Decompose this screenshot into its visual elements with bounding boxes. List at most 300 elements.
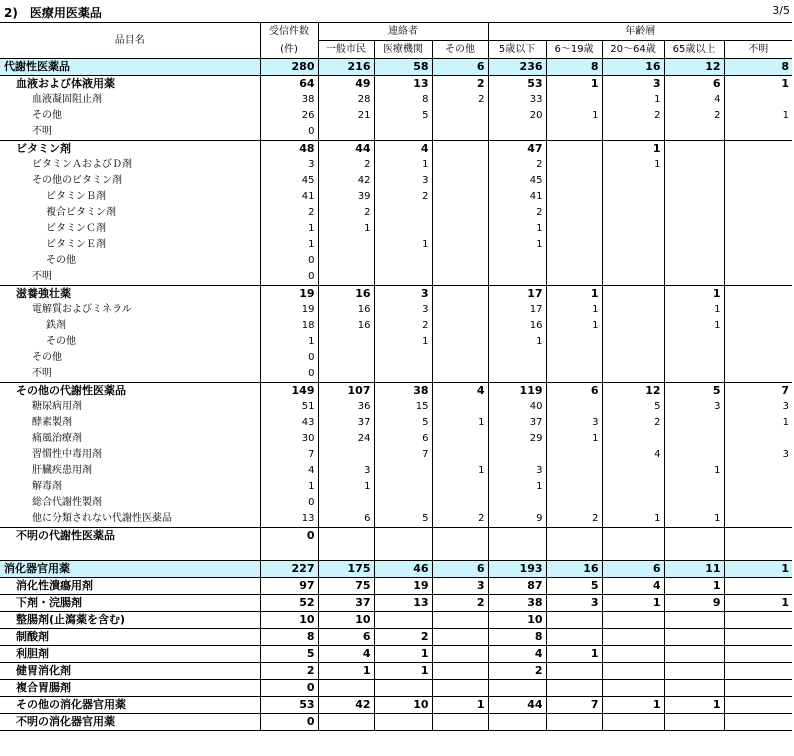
item-name-cell: 複合胃腸剤 bbox=[0, 680, 260, 697]
value-cell bbox=[724, 141, 792, 158]
value-cell bbox=[724, 189, 792, 205]
value-cell: 9 bbox=[488, 511, 546, 528]
value-cell: 4 bbox=[318, 646, 374, 663]
value-cell: 43 bbox=[260, 415, 318, 431]
table-row bbox=[0, 124, 792, 141]
value-cell: 15 bbox=[374, 399, 432, 415]
table-row bbox=[0, 205, 792, 221]
value-cell: 13 bbox=[260, 511, 318, 528]
value-cell: 8 bbox=[546, 59, 602, 76]
value-cell bbox=[664, 528, 724, 545]
value-cell: 3 bbox=[432, 578, 488, 595]
table-row bbox=[0, 629, 792, 646]
value-cell bbox=[724, 511, 792, 528]
value-cell: 1 bbox=[724, 108, 792, 124]
table-row bbox=[0, 59, 792, 76]
item-name-cell: 利胆剤 bbox=[0, 646, 260, 663]
value-cell bbox=[602, 495, 664, 511]
item-name-cell: 血液および体液用薬 bbox=[0, 76, 260, 93]
value-cell bbox=[724, 479, 792, 495]
value-cell bbox=[546, 124, 602, 141]
value-cell bbox=[374, 253, 432, 269]
value-cell bbox=[724, 286, 792, 303]
value-cell bbox=[724, 431, 792, 447]
value-cell bbox=[432, 431, 488, 447]
value-cell bbox=[318, 447, 374, 463]
value-cell: 49 bbox=[318, 76, 374, 93]
sub-header-medical: 医療機関 bbox=[374, 41, 432, 59]
value-cell: 1 bbox=[546, 286, 602, 303]
value-cell: 1 bbox=[432, 463, 488, 479]
value-cell bbox=[318, 714, 374, 731]
value-cell bbox=[318, 680, 374, 697]
value-cell bbox=[374, 479, 432, 495]
value-cell: 1 bbox=[546, 431, 602, 447]
item-name-cell: 不明 bbox=[32, 271, 52, 282]
table-row bbox=[0, 269, 792, 286]
value-cell bbox=[374, 528, 432, 545]
item-name-cell: ビタミン剤 bbox=[0, 141, 260, 158]
value-cell bbox=[432, 334, 488, 350]
value-cell: 3 bbox=[260, 157, 318, 173]
value-cell bbox=[432, 269, 488, 286]
value-cell: 28 bbox=[318, 92, 374, 108]
value-cell: 1 bbox=[664, 697, 724, 714]
table-row bbox=[0, 76, 792, 93]
value-cell bbox=[664, 629, 724, 646]
value-cell: 8 bbox=[260, 629, 318, 646]
value-cell: 2 bbox=[432, 511, 488, 528]
page-title: 2) 医療用医薬品 bbox=[4, 6, 102, 20]
table-row bbox=[0, 511, 792, 528]
value-cell: 1 bbox=[374, 646, 432, 663]
value-cell: 1 bbox=[724, 561, 792, 578]
value-cell bbox=[724, 646, 792, 663]
value-cell: 37 bbox=[318, 595, 374, 612]
value-cell bbox=[432, 157, 488, 173]
value-cell: 29 bbox=[488, 431, 546, 447]
value-cell bbox=[664, 269, 724, 286]
value-cell: 1 bbox=[374, 237, 432, 253]
item-name-cell: 滋養強壮薬 bbox=[0, 286, 260, 303]
value-cell: 1 bbox=[432, 697, 488, 714]
value-cell: 52 bbox=[260, 595, 318, 612]
table-row bbox=[0, 173, 792, 189]
value-cell: 7 bbox=[260, 447, 318, 463]
value-cell: 41 bbox=[260, 189, 318, 205]
value-cell bbox=[602, 269, 664, 286]
value-cell bbox=[546, 92, 602, 108]
statistics-table bbox=[0, 22, 792, 731]
table-row bbox=[0, 237, 792, 253]
value-cell: 12 bbox=[664, 59, 724, 76]
value-cell: 16 bbox=[318, 302, 374, 318]
item-name-cell: 電解質およびミネラル bbox=[32, 304, 132, 315]
table-row bbox=[0, 447, 792, 463]
value-cell: 0 bbox=[260, 253, 318, 269]
value-cell bbox=[432, 495, 488, 511]
item-name-cell: 他に分類されない代謝性医薬品 bbox=[32, 513, 172, 524]
value-cell bbox=[432, 108, 488, 124]
value-cell bbox=[374, 366, 432, 383]
value-cell bbox=[664, 663, 724, 680]
value-cell: 149 bbox=[260, 383, 318, 400]
value-cell: 6 bbox=[318, 511, 374, 528]
blank-cell bbox=[318, 544, 374, 561]
value-cell bbox=[602, 189, 664, 205]
value-cell bbox=[546, 350, 602, 366]
item-name-cell: 肝臓疾患用剤 bbox=[32, 465, 92, 476]
value-cell bbox=[664, 646, 724, 663]
value-cell: 19 bbox=[260, 286, 318, 303]
value-cell: 18 bbox=[260, 318, 318, 334]
value-cell: 3 bbox=[724, 399, 792, 415]
value-cell bbox=[432, 205, 488, 221]
table-row bbox=[0, 697, 792, 714]
value-cell: 5 bbox=[260, 646, 318, 663]
value-cell bbox=[374, 463, 432, 479]
value-cell bbox=[602, 528, 664, 545]
value-cell bbox=[664, 334, 724, 350]
table-row bbox=[0, 350, 792, 366]
value-cell bbox=[724, 92, 792, 108]
value-cell: 5 bbox=[374, 108, 432, 124]
blank-cell bbox=[724, 544, 792, 561]
value-cell: 3 bbox=[374, 173, 432, 189]
value-cell bbox=[546, 714, 602, 731]
value-cell bbox=[318, 528, 374, 545]
value-cell: 42 bbox=[318, 697, 374, 714]
value-cell: 1 bbox=[602, 511, 664, 528]
value-cell: 1 bbox=[664, 463, 724, 479]
value-cell: 47 bbox=[488, 141, 546, 158]
value-cell: 24 bbox=[318, 431, 374, 447]
value-cell bbox=[724, 629, 792, 646]
value-cell bbox=[664, 366, 724, 383]
table-body bbox=[0, 59, 792, 731]
table-row bbox=[0, 221, 792, 237]
value-cell bbox=[724, 334, 792, 350]
item-name-cell: その他 bbox=[32, 110, 62, 121]
value-cell bbox=[724, 205, 792, 221]
value-cell: 45 bbox=[488, 173, 546, 189]
value-cell: 6 bbox=[602, 561, 664, 578]
value-cell bbox=[488, 528, 546, 545]
value-cell: 2 bbox=[260, 663, 318, 680]
page-header bbox=[0, 0, 794, 22]
value-cell: 13 bbox=[374, 76, 432, 93]
value-cell bbox=[374, 269, 432, 286]
value-cell bbox=[374, 612, 432, 629]
value-cell: 1 bbox=[488, 479, 546, 495]
value-cell bbox=[546, 479, 602, 495]
value-cell bbox=[432, 173, 488, 189]
value-cell: 3 bbox=[318, 463, 374, 479]
value-cell: 7 bbox=[546, 697, 602, 714]
value-cell: 2 bbox=[318, 157, 374, 173]
value-cell bbox=[602, 237, 664, 253]
sub-header-other-contact: その他 bbox=[432, 41, 488, 59]
value-cell: 20 bbox=[488, 108, 546, 124]
item-name-cell: 下剤・浣腸剤 bbox=[0, 595, 260, 612]
value-cell bbox=[724, 714, 792, 731]
value-cell: 1 bbox=[260, 334, 318, 350]
table-row bbox=[0, 366, 792, 383]
value-cell bbox=[724, 612, 792, 629]
item-name-cell: 整腸剤(止瀉薬を含む) bbox=[0, 612, 260, 629]
table-row bbox=[0, 302, 792, 318]
value-cell: 17 bbox=[488, 302, 546, 318]
value-cell bbox=[664, 253, 724, 269]
value-cell: 5 bbox=[664, 383, 724, 400]
value-cell bbox=[602, 302, 664, 318]
value-cell: 1 bbox=[260, 479, 318, 495]
value-cell bbox=[546, 157, 602, 173]
age-group-header: 年齢層 bbox=[488, 23, 792, 41]
value-cell: 3 bbox=[724, 447, 792, 463]
value-cell bbox=[432, 253, 488, 269]
value-cell: 2 bbox=[488, 205, 546, 221]
value-cell: 97 bbox=[260, 578, 318, 595]
item-name-cell: その他の消化器官用薬 bbox=[0, 697, 260, 714]
value-cell bbox=[318, 495, 374, 511]
value-cell: 33 bbox=[488, 92, 546, 108]
value-cell: 1 bbox=[546, 318, 602, 334]
value-cell bbox=[724, 663, 792, 680]
item-name-cell: 酵素製剤 bbox=[32, 417, 72, 428]
value-cell bbox=[546, 528, 602, 545]
value-cell bbox=[546, 141, 602, 158]
blank-cell bbox=[260, 544, 318, 561]
value-cell: 6 bbox=[432, 561, 488, 578]
item-name-cell: その他 bbox=[46, 255, 76, 266]
value-cell: 38 bbox=[260, 92, 318, 108]
value-cell: 7 bbox=[724, 383, 792, 400]
value-cell: 16 bbox=[318, 318, 374, 334]
value-cell: 4 bbox=[374, 141, 432, 158]
value-cell: 87 bbox=[488, 578, 546, 595]
value-cell: 0 bbox=[260, 495, 318, 511]
value-cell bbox=[724, 237, 792, 253]
value-cell bbox=[546, 629, 602, 646]
value-cell: 16 bbox=[488, 318, 546, 334]
table-row bbox=[0, 544, 792, 561]
value-cell bbox=[724, 253, 792, 269]
value-cell: 16 bbox=[546, 561, 602, 578]
value-cell: 1 bbox=[260, 221, 318, 237]
value-cell: 175 bbox=[318, 561, 374, 578]
value-cell bbox=[602, 431, 664, 447]
value-cell: 4 bbox=[602, 578, 664, 595]
value-cell bbox=[664, 173, 724, 189]
value-cell bbox=[546, 253, 602, 269]
value-cell bbox=[602, 350, 664, 366]
value-cell bbox=[318, 366, 374, 383]
value-cell bbox=[432, 124, 488, 141]
value-cell bbox=[546, 189, 602, 205]
value-cell: 10 bbox=[318, 612, 374, 629]
table-row bbox=[0, 399, 792, 415]
value-cell bbox=[724, 350, 792, 366]
value-cell: 6 bbox=[432, 59, 488, 76]
value-cell bbox=[602, 286, 664, 303]
value-cell: 236 bbox=[488, 59, 546, 76]
value-cell bbox=[602, 663, 664, 680]
value-cell bbox=[374, 350, 432, 366]
item-name-cell: 不明の代謝性医薬品 bbox=[0, 528, 260, 545]
value-cell bbox=[432, 528, 488, 545]
value-cell: 44 bbox=[488, 697, 546, 714]
value-cell bbox=[724, 269, 792, 286]
value-cell bbox=[432, 646, 488, 663]
value-cell bbox=[432, 629, 488, 646]
value-cell bbox=[664, 431, 724, 447]
value-cell bbox=[432, 479, 488, 495]
value-cell bbox=[432, 286, 488, 303]
value-cell: 3 bbox=[664, 399, 724, 415]
value-cell: 41 bbox=[488, 189, 546, 205]
value-cell: 1 bbox=[546, 108, 602, 124]
item-name-header: 品目名 bbox=[0, 23, 260, 59]
total-header: 受信件数 bbox=[260, 23, 318, 41]
value-cell: 58 bbox=[374, 59, 432, 76]
table-row bbox=[0, 141, 792, 158]
value-cell: 1 bbox=[602, 157, 664, 173]
value-cell: 1 bbox=[664, 302, 724, 318]
value-cell: 2 bbox=[664, 108, 724, 124]
value-cell bbox=[432, 366, 488, 383]
page-number: 3/5 bbox=[772, 4, 790, 17]
value-cell: 8 bbox=[724, 59, 792, 76]
value-cell: 7 bbox=[374, 447, 432, 463]
value-cell: 216 bbox=[318, 59, 374, 76]
sub-header-public: 一般市民 bbox=[318, 41, 374, 59]
value-cell bbox=[374, 124, 432, 141]
value-cell bbox=[664, 221, 724, 237]
value-cell bbox=[488, 253, 546, 269]
item-name-cell: 習慣性中毒用剤 bbox=[32, 449, 102, 460]
value-cell: 53 bbox=[260, 697, 318, 714]
value-cell: 46 bbox=[374, 561, 432, 578]
value-cell bbox=[602, 173, 664, 189]
value-cell: 1 bbox=[602, 141, 664, 158]
blank-cell bbox=[374, 544, 432, 561]
value-cell bbox=[318, 237, 374, 253]
value-cell bbox=[724, 366, 792, 383]
value-cell bbox=[664, 680, 724, 697]
value-cell: 107 bbox=[318, 383, 374, 400]
value-cell bbox=[602, 680, 664, 697]
item-name-cell: その他 bbox=[32, 352, 62, 363]
item-name-cell: 複合ビタミン剤 bbox=[46, 207, 116, 218]
value-cell: 3 bbox=[546, 415, 602, 431]
value-cell: 16 bbox=[318, 286, 374, 303]
value-cell bbox=[602, 124, 664, 141]
table-row bbox=[0, 561, 792, 578]
value-cell: 6 bbox=[546, 383, 602, 400]
value-cell bbox=[546, 366, 602, 383]
value-cell: 4 bbox=[260, 463, 318, 479]
value-cell: 1 bbox=[724, 76, 792, 93]
item-name-cell: 健胃消化剤 bbox=[0, 663, 260, 680]
value-cell bbox=[664, 141, 724, 158]
value-cell: 3 bbox=[374, 302, 432, 318]
value-cell: 3 bbox=[546, 595, 602, 612]
value-cell: 39 bbox=[318, 189, 374, 205]
value-cell bbox=[546, 463, 602, 479]
item-name-cell: その他 bbox=[46, 336, 76, 347]
value-cell bbox=[546, 237, 602, 253]
item-name-cell: その他の代謝性医薬品 bbox=[0, 383, 260, 400]
item-name-cell: 不明 bbox=[32, 368, 52, 379]
table-row bbox=[0, 383, 792, 400]
value-cell: 1 bbox=[664, 286, 724, 303]
item-name-cell: 消化器官用薬 bbox=[0, 561, 260, 578]
item-name-cell: 不明 bbox=[32, 126, 52, 137]
value-cell bbox=[318, 253, 374, 269]
value-cell bbox=[374, 495, 432, 511]
value-cell bbox=[432, 141, 488, 158]
table-row bbox=[0, 479, 792, 495]
table-row bbox=[0, 318, 792, 334]
value-cell bbox=[546, 663, 602, 680]
value-cell: 17 bbox=[488, 286, 546, 303]
blank-cell bbox=[488, 544, 546, 561]
value-cell: 26 bbox=[260, 108, 318, 124]
value-cell: 44 bbox=[318, 141, 374, 158]
value-cell bbox=[664, 237, 724, 253]
table-row bbox=[0, 431, 792, 447]
item-name-cell: 血液凝固阻止剤 bbox=[32, 94, 102, 105]
value-cell bbox=[724, 528, 792, 545]
value-cell: 0 bbox=[260, 366, 318, 383]
item-name-cell: ビタミンＥ剤 bbox=[46, 239, 106, 250]
value-cell: 3 bbox=[488, 463, 546, 479]
blank-cell bbox=[546, 544, 602, 561]
value-cell: 2 bbox=[374, 318, 432, 334]
value-cell bbox=[432, 680, 488, 697]
value-cell: 2 bbox=[602, 108, 664, 124]
sub-header-age-65plus: 65歳以上 bbox=[664, 41, 724, 59]
value-cell bbox=[602, 463, 664, 479]
value-cell: 37 bbox=[488, 415, 546, 431]
value-cell bbox=[318, 124, 374, 141]
value-cell bbox=[432, 399, 488, 415]
value-cell bbox=[664, 205, 724, 221]
value-cell bbox=[664, 714, 724, 731]
value-cell: 9 bbox=[664, 595, 724, 612]
value-cell: 1 bbox=[318, 221, 374, 237]
value-cell bbox=[724, 318, 792, 334]
value-cell: 1 bbox=[488, 221, 546, 237]
value-cell: 1 bbox=[546, 76, 602, 93]
value-cell: 1 bbox=[724, 415, 792, 431]
value-cell bbox=[664, 612, 724, 629]
value-cell: 4 bbox=[432, 383, 488, 400]
value-cell: 0 bbox=[260, 269, 318, 286]
value-cell bbox=[546, 495, 602, 511]
total-unit-header: (件) bbox=[260, 41, 318, 59]
table-row bbox=[0, 463, 792, 479]
value-cell: 2 bbox=[488, 157, 546, 173]
value-cell bbox=[602, 205, 664, 221]
table-row bbox=[0, 646, 792, 663]
value-cell: 40 bbox=[488, 399, 546, 415]
table-row bbox=[0, 108, 792, 124]
value-cell: 38 bbox=[374, 383, 432, 400]
value-cell: 0 bbox=[260, 528, 318, 545]
table-row bbox=[0, 714, 792, 731]
